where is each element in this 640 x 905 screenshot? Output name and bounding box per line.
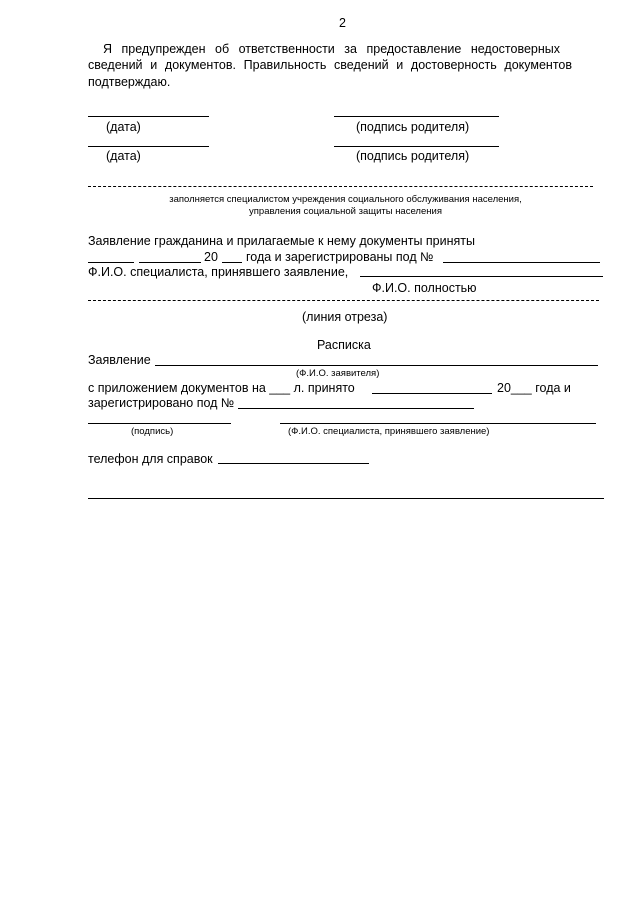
applicant-name-blank	[155, 365, 598, 366]
receipt-title: Расписка	[317, 338, 371, 352]
warning-line-2: сведений и документов. Правильность сведений и достоверность документов	[88, 58, 572, 72]
application-label: Заявление	[88, 353, 151, 367]
office-note-line-2: управления социальной защиты населения	[249, 206, 442, 217]
specialist-name-blank	[360, 276, 603, 277]
signature-caption: (подпись)	[131, 426, 174, 437]
bottom-rule	[88, 498, 604, 499]
page-number: 2	[339, 16, 346, 30]
registration-number-blank	[443, 262, 600, 263]
parent-signature-label-1: (подпись родителя)	[356, 120, 470, 134]
accepted-line: Заявление гражданина и прилагаемые к нему документы приняты	[88, 234, 475, 248]
office-note-line-1: заполняется специалистом учреждения социального обслуживания населения,	[169, 194, 522, 205]
day-blank	[88, 262, 134, 263]
date-line-2	[88, 146, 209, 147]
specialist-fio-blank	[280, 423, 596, 424]
signature-blank	[88, 423, 231, 424]
date-line-1	[88, 116, 209, 117]
specialist-caption: (Ф.И.О. специалиста, принявшего заявление)	[288, 426, 490, 437]
phone-label: телефон для справок	[88, 452, 213, 466]
receipt-year-text: 20___ года и	[497, 381, 571, 395]
year-prefix: 20	[204, 250, 218, 264]
date-label-1: (дата)	[106, 120, 141, 134]
year-blank	[222, 262, 242, 263]
cut-line	[88, 300, 599, 301]
month-blank	[139, 262, 201, 263]
parent-signature-label-2: (подпись родителя)	[356, 149, 470, 163]
parent-signature-line-2	[334, 146, 499, 147]
phone-blank	[218, 463, 369, 464]
receipt-registered-label: зарегистрировано под №	[88, 396, 235, 410]
acceptance-date-blank	[372, 393, 492, 394]
warning-line-1: Я предупрежден об ответственности за предоставление недостоверных	[103, 42, 560, 56]
receipt-registration-blank	[238, 408, 474, 409]
registered-text: года и зарегистрированы под №	[246, 250, 434, 264]
warning-line-3: подтверждаю.	[88, 75, 171, 89]
parent-signature-line-1	[334, 116, 499, 117]
fullname-caption: Ф.И.О. полностью	[372, 281, 477, 295]
attachment-text: с приложением документов на ___ л. принято	[88, 381, 355, 395]
specialist-label: Ф.И.О. специалиста, принявшего заявление,	[88, 265, 349, 279]
applicant-caption: (Ф.И.О. заявителя)	[296, 368, 380, 379]
cut-line-label: (линия отреза)	[302, 310, 388, 324]
date-label-2: (дата)	[106, 149, 141, 163]
section-divider	[88, 186, 593, 187]
